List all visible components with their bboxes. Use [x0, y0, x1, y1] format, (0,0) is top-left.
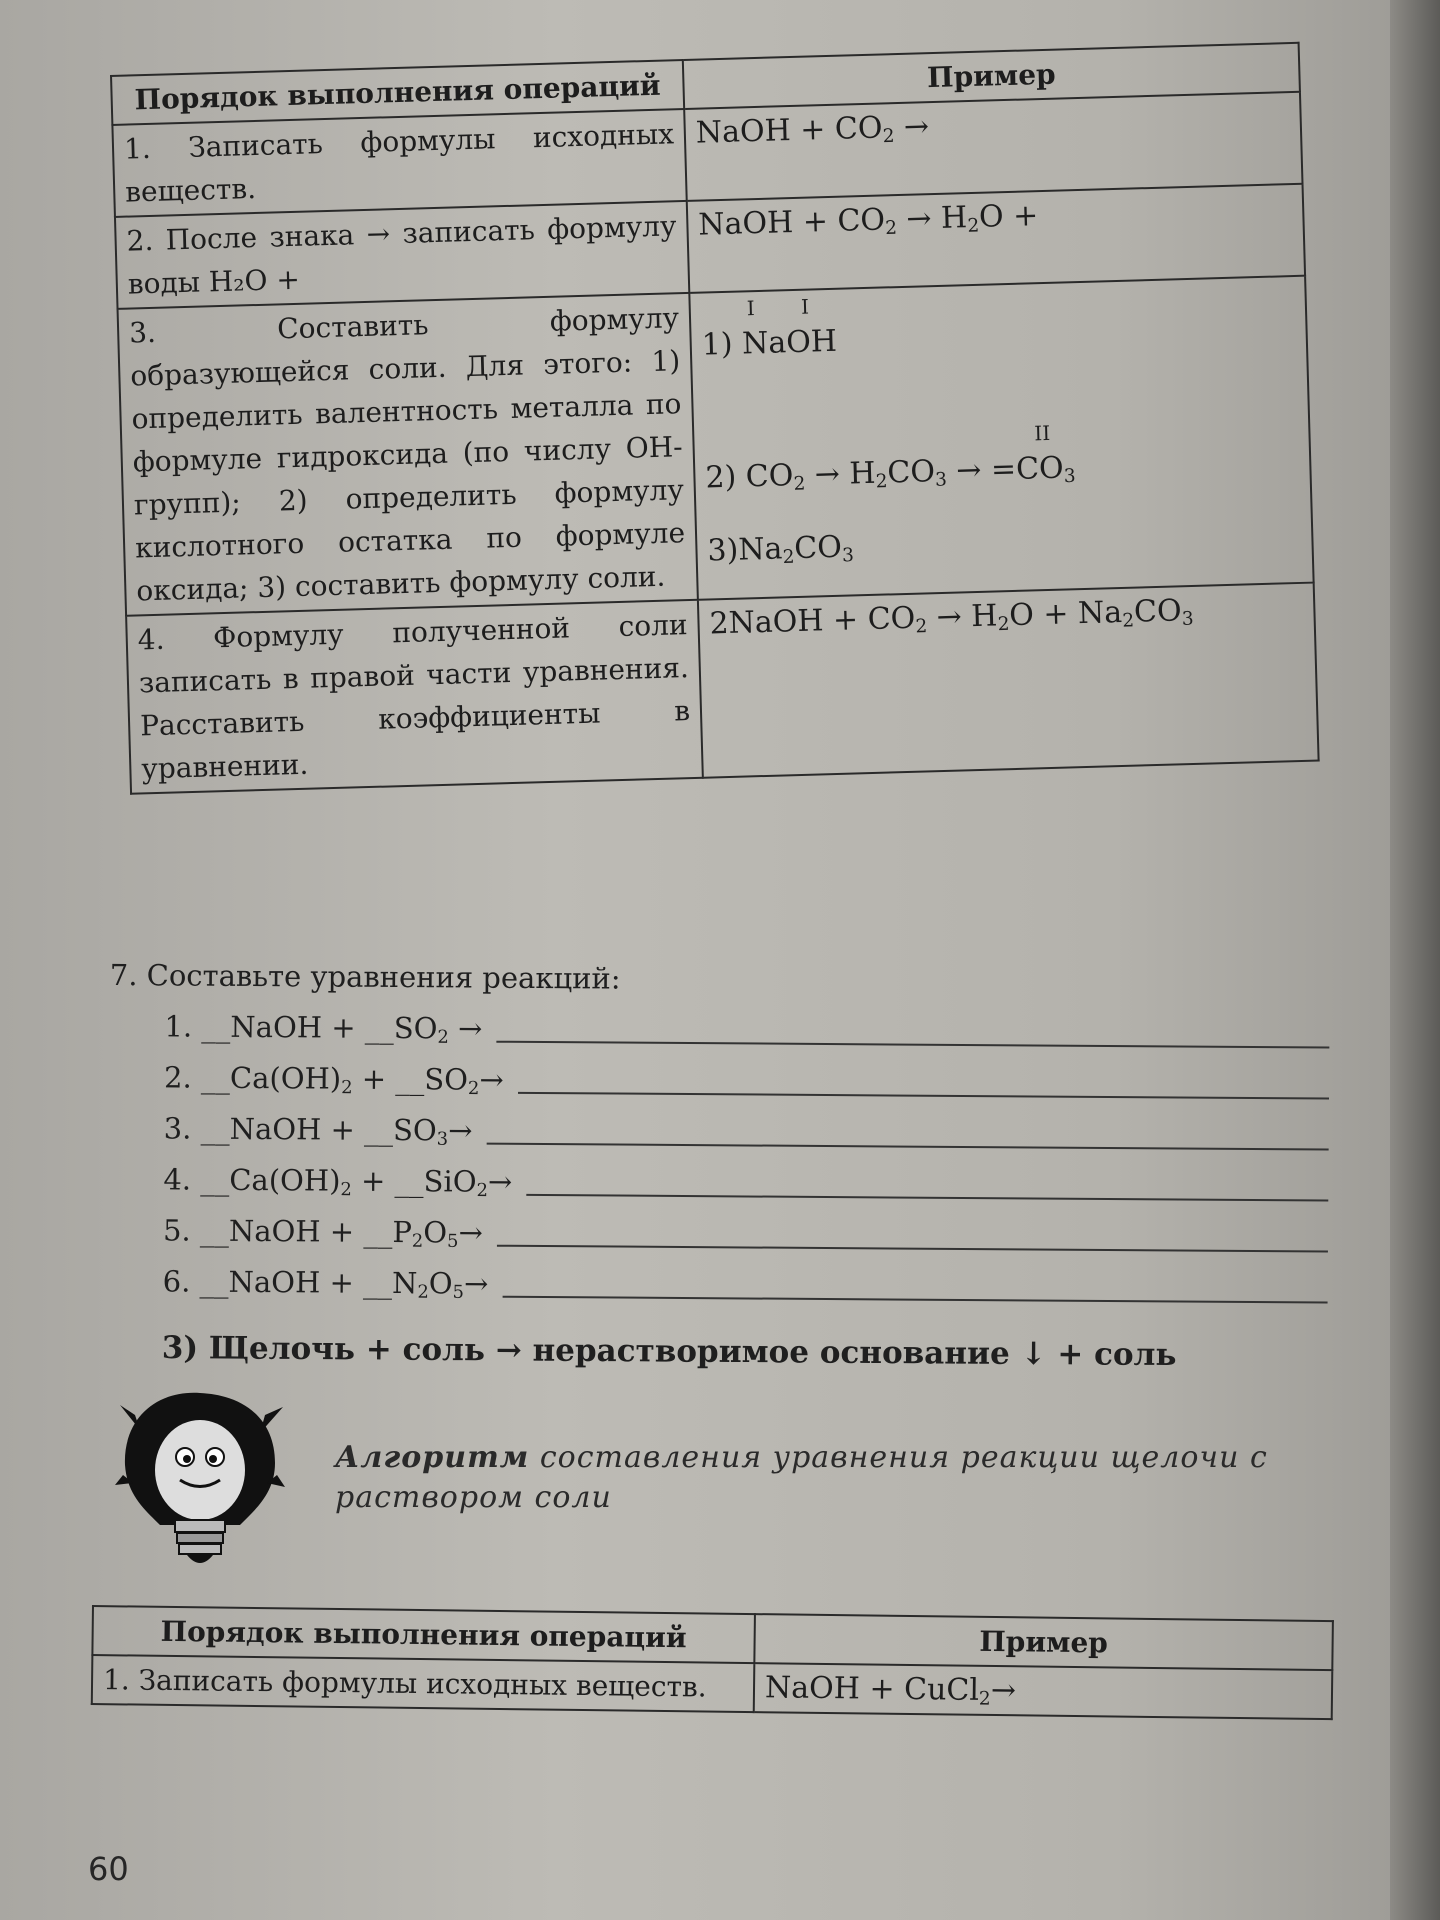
answer-line-3[interactable]: [486, 1143, 1328, 1151]
example-3-line-2: 2) $CO_2 \to H_2CO_3 \to =CO_3$: [704, 450, 1076, 496]
answer-line-2[interactable]: [518, 1092, 1329, 1100]
example-2: NaOH + $CO_2 \to H_2O$ +: [687, 184, 1305, 293]
answer-line-6[interactable]: [502, 1296, 1327, 1304]
algorithm-text: составления уравнения реакции щелочи с раствором соли: [335, 1440, 1268, 1515]
header-example: Пример: [683, 43, 1300, 109]
equation-1: 1. __NaOH + $\_\_SO_2$ →: [164, 1009, 483, 1048]
equation-4: 4. $\_\_Ca(OH)_2$ + __SiO$_2$→: [163, 1162, 513, 1202]
valence-marks-2: II: [1034, 420, 1051, 446]
equation-line: [109, 1052, 1329, 1112]
step-1: 1. Записать формулы исходных веществ.: [92, 1655, 755, 1712]
answer-line-4[interactable]: [526, 1194, 1328, 1202]
answer-line-1[interactable]: [496, 1041, 1329, 1049]
equation-line: [108, 1256, 1328, 1316]
valence-marks-1: I I: [746, 294, 830, 321]
equation-line: [108, 1154, 1328, 1214]
example-3-line-3: $3)Na_2CO_3$: [707, 529, 855, 569]
table-row: [126, 583, 1319, 794]
equation-3: 3. __NaOH + $\_\_SO_3\to$: [163, 1111, 473, 1150]
header-operations: Порядок выполнения операций: [92, 1606, 755, 1663]
equation-line: [109, 1103, 1329, 1163]
example-3-line-1: 1) NaOH: [701, 323, 838, 363]
header-operations: Порядок выполнения операций: [111, 60, 684, 125]
algorithm-caption: [335, 1438, 1315, 1518]
step-3: 3. Составить формулу образующейся соли. Для этого: 1) определить валентность металла по формуле гидроксида (по числу OH-групп); 2) определить формулу кислотного остатка по формуле оксида; 3) составить формулу соли.: [118, 293, 698, 616]
algorithm-table-1: [110, 42, 1320, 795]
task-7-title: 7. Составьте уравнения реакций:: [109, 957, 621, 996]
equation-2: 2. $\_\_Ca(OH)_2$ + $\_\_SO_2\to$: [163, 1060, 504, 1100]
step-2: 2. После знака → записать формулу воды H₂O +: [115, 201, 689, 309]
answer-line-5[interactable]: [497, 1245, 1328, 1253]
lightbulb-mascot-icon: [115, 1385, 285, 1575]
algorithm-table-2: [91, 1605, 1334, 1720]
example-3: [689, 276, 1313, 600]
page-edge: [1390, 0, 1440, 1920]
header-example: Пример: [754, 1614, 1333, 1670]
example-1: NaOH + CuCl$_2$→: [754, 1663, 1333, 1719]
page-number: 60: [88, 1850, 129, 1888]
example-1: NaOH + $CO_2$ →: [684, 92, 1302, 201]
equation-line: [109, 1001, 1329, 1061]
section-rule-3: 3) Щелочь + соль → нерастворимое основание ↓ + соль: [161, 1330, 1177, 1374]
example-4: 2NaOH + $CO_2 \to H_2O + Na_2CO_3$: [698, 583, 1319, 778]
table-row: [118, 276, 1314, 616]
algorithm-word: Алгоритм: [335, 1440, 530, 1475]
equation-line: [108, 1205, 1328, 1265]
step-1: 1. Записать формулы исходных веществ.: [112, 109, 686, 217]
step-4: 4. Формулу полученной соли записать в правой части уравнения. Расставить коэффициенты в уравнении.: [126, 600, 703, 794]
equation-6: 6. __NaOH + $\_\_N_2O_5\to$: [162, 1264, 489, 1303]
equation-5: 5. __NaOH + $\_\_P_2O_5\to$: [162, 1213, 483, 1252]
task-7: [108, 950, 1330, 1316]
